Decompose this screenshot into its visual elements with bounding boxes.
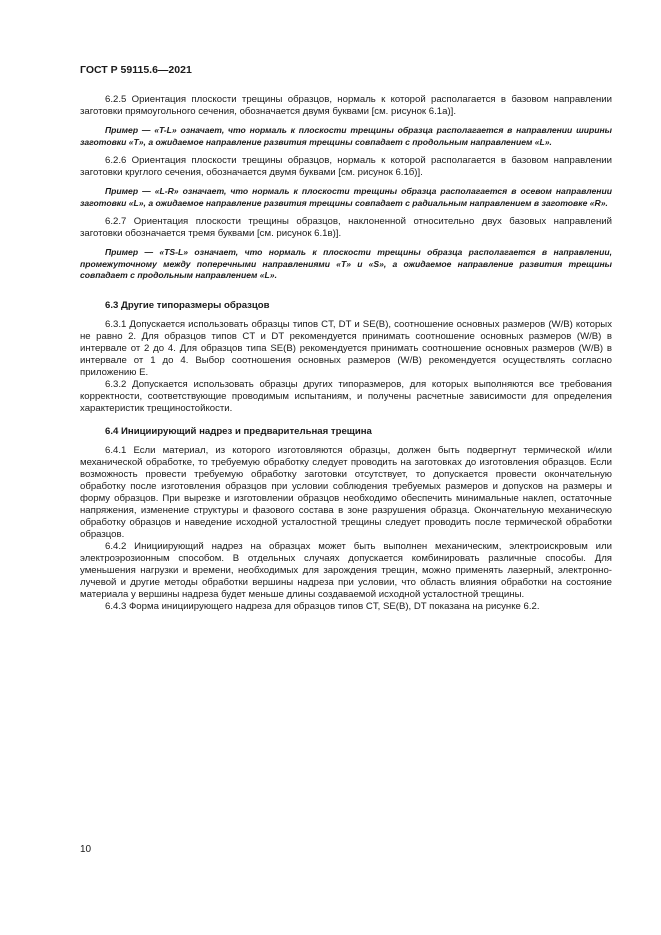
paragraph-6-2-7: 6.2.7 Ориентация плоскости трещины образцов, наклоненной относительно двух базовых направлений заготовки обозначается тремя буквами [см. рисунок 6.1в)]. xyxy=(80,216,612,239)
section-heading-6-4: 6.4 Инициирующий надрез и предварительная трещина xyxy=(105,425,372,437)
paragraph-6-2-6: 6.2.6 Ориентация плоскости трещины образцов, нормаль к которой располагается в базовом направлении заготовки круглого сечения, обозначается двумя буквами [см. рисунок 6.1б)]. xyxy=(80,155,612,178)
example-l-r: Пример — «L-R» означает, что нормаль к плоскости трещины образца располагается в осевом направлении заготовки «L», а ожидаемое направление развития трещины совпадает с радиальным направлением в заготовке «R». xyxy=(80,186,612,208)
example-ts-l: Пример — «TS-L» означает, что нормаль к плоскости трещины образца располагается в направлении, промежуточному между поперечными направлениями «T» и «S», а ожидаемое направление развития трещины совпадает с продольным направлением «L». xyxy=(80,247,612,280)
paragraph-6-4-3: 6.4.3 Форма инициирующего надреза для образцов типов CT, SE(B), DT показана на рисунке 6.2. xyxy=(105,600,540,612)
document-header: ГОСТ Р 59115.6—2021 xyxy=(80,64,192,76)
paragraph-6-3-2: 6.3.2 Допускается использовать образцы других типоразмеров, для которых выполняются все требования корректности, соответствующие проводимым испытаниям, и получены расчетные зависимости для определения характеристик трещиностойкости. xyxy=(80,378,612,414)
example-t-l: Пример — «T-L» означает, что нормаль к плоскости трещины образца располагается в направлении ширины заготовки «T», а ожидаемое направление развития трещины совпадает с продольным направлением «L». xyxy=(80,125,612,147)
page-number: 10 xyxy=(80,844,92,855)
paragraph-6-3-1: 6.3.1 Допускается использовать образцы типов CT, DT и SE(B), соотношение основных размеров (W/B) которых не равно 2. Для образцов типов CT и DT рекомендуется принимать соотношение основных размеров (W/B) в интервале от 2 до 4. Для образцов типа SE(B) рекомендуется принимать соотношение основных размеров (W/B) в интервале от 1 до 4. Выбор соотношения основных размеров (W/B) рекомендуется осуществлять согласно приложению Е. xyxy=(80,318,612,378)
document-body xyxy=(80,94,612,613)
paragraph-6-4-2: 6.4.2 Инициирующий надрез на образцах может быть выполнен механическим, электроискровым или электроэрозионным способом. В отдельных случаях допускается комбинировать различные способы. Для уменьшения нагрузки и времени, необходимых для зарождения трещин, можно применять лазерный, электронно-лучевой и другие методы обработки вершины надреза при условии, что область влияния обработки на состояние материала у вершины надреза будет меньше длины создаваемой исходной усталостной трещины. xyxy=(80,540,612,600)
paragraph-6-2-5: 6.2.5 Ориентация плоскости трещины образцов, нормаль к которой располагается в базовом направлении заготовки прямоугольного сечения, обозначается двумя буквами [см. рисунок 6.1а)]. xyxy=(80,94,612,117)
section-heading-6-3: 6.3 Другие типоразмеры образцов xyxy=(105,299,270,311)
paragraph-6-4-1: 6.4.1 Если материал, из которого изготовляются образцы, должен быть подвергнут термической и/или механической обработке, то требуемую обработку следует проводить на заготовках до изготовления образцов. Если возможность провести требуемую обработку заготовки отсутствует, то допускается провести окончательную обработку после изготовления образцов при условии соблюдения требуемых размеров и допусков на размеры и форму образцов. При вырезке и изготовлении образцов необходимо обеспечить минимальные наклеп, остаточные напряжения, изменение структуры и фазового состава в зоне разрушения образца. Окончательную механическую обработку образцов и наведение исходной усталостной трещины следует проводить после термической обработки образцов. xyxy=(80,444,612,540)
